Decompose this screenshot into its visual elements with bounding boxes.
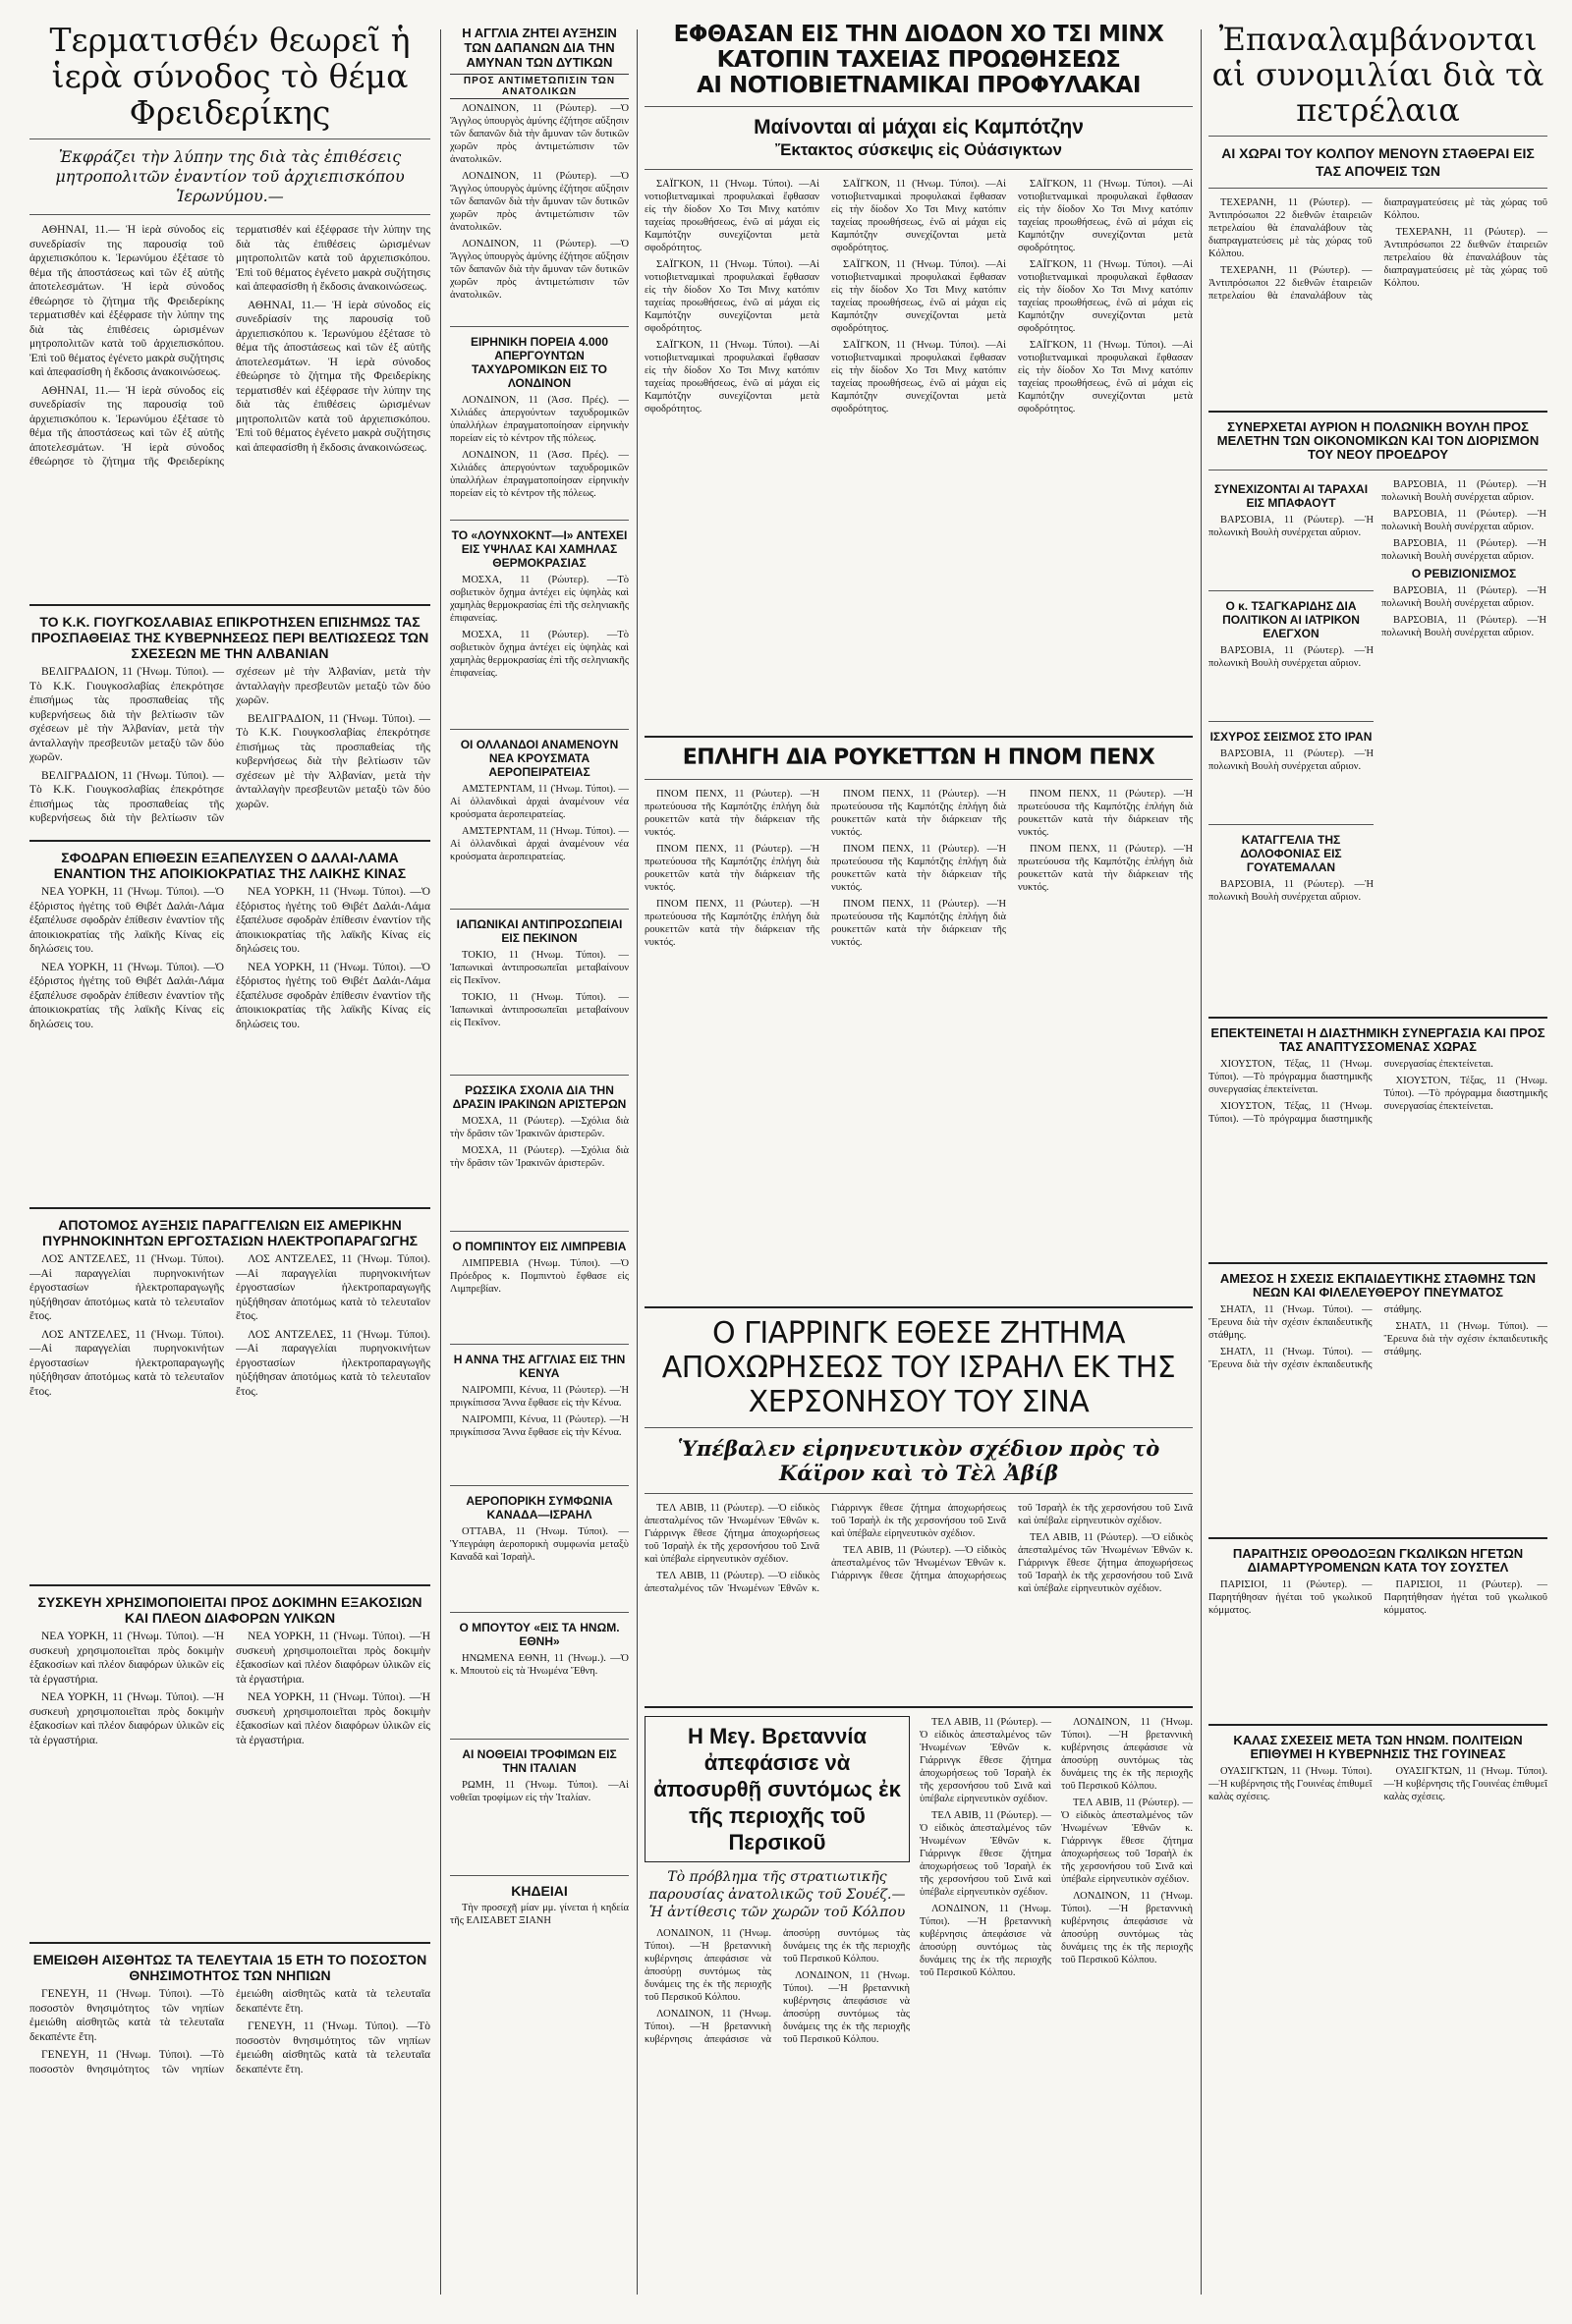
article-text: ΒΑΡΣΟΒΙΑ, 11 (Ρώυτερ). —Ἡ πολωνικὴ Βουλὴ συνέρχεται αὔριον. (1381, 479, 1546, 503)
article-body (1208, 747, 1374, 816)
article-body (450, 574, 629, 721)
article-text: ΝΕΑ ΥΟΡΚΗ, 11 (Ἡνωμ. Τύποι). —Ὁ ἐξόριστος ἡγέτης τοῦ Θιβέτ Δαλάι-Λάμα ἐξαπέλυσε σφοδρὰν ἐπίθεσιν ἐναντίον τῆς ἀποικιοκρατίας τῆς λαϊκῆς Κίνας εἰς δηλώσεις του. (29, 886, 224, 955)
article-text: ΛΟΝΔΙΝΟΝ, 11 (Ἡνωμ. Τύποι). —Ἡ βρεταννικὴ κυβέρνησις ἀπεφάσισε νὰ ἀποσύρῃ συντόμως τὰς δυνάμεις της ἐκ τῆς περιοχῆς τοῦ Περσικοῦ Κόλπου. (920, 1904, 1051, 1978)
article-text: ΒΑΡΣΟΒΙΑ, 11 (Ρώυτερ). —Ἡ πολωνικὴ Βουλὴ συνέρχεται αὔριον. (1381, 585, 1546, 609)
article-text: ΠΝΟΜ ΠΕΝΧ, 11 (Ρώυτερ). —Ἡ πρωτεύουσα τῆς Καμπότζης ἐπλήγη διὰ ρουκεττῶν κατὰ τὴν διάρκειαν τῆς νυκτός. (1018, 789, 1193, 838)
article-text: ΟΥΑΣΙΓΚΤΩΝ, 11 (Ἡνωμ. Τύποι). —Ἡ κυβέρνησις τῆς Γουινέας ἐπιθυμεῖ καλὰς σχέσεις. (1208, 1766, 1373, 1802)
article-text: ΣΑΪΓΚΟΝ, 11 (Ἡνωμ. Τύποι). —Αἱ νοτιοβιετναμικαὶ προφυλακαὶ ἔφθασαν εἰς τὴν δίοδον Χο Τσι Μινχ κατόπιν ταχείας προωθήσεως, ἐνῶ αἱ μάχαι εἰς Καμπότζην συνεχίζονται μετὰ σφοδρότητος. (831, 340, 1006, 415)
article-text: ΛΙΜΠΡΕΒΙΑ (Ἡνωμ. Τύποι). —Ὁ Πρόεδρος κ. Πομπιντοὺ ἔφθασε εἰς Λιμπρεβίαν. (450, 1258, 629, 1295)
article-text: ΒΕΛΙΓΡΑΔΙΟΝ, 11 (Ἡνωμ. Τύποι). —Τὸ Κ.Κ. Γιουγκοσλαβίας ἐπεκρότησε ἐπισήμως τὰς προσπαθείας τῆς κυβερνήσεως διὰ τὴν βελτίωσιν τῶν σχέσεων μὲ τὴν Ἀλβανίαν, μετὰ τὴν ἀνταλλαγὴν πρεσβευτῶν μεταξὺ τῶν δύο χωρῶν. (236, 712, 430, 810)
article-text: ΝΕΑ ΥΟΡΚΗ, 11 (Ἡνωμ. Τύποι). —Ὁ ἐξόριστος ἡγέτης τοῦ Θιβέτ Δαλάι-Λάμα ἐξαπέλυσε σφοδρὰν ἐπίθεσιν ἐναντίον τῆς ἀποικιοκρατίας τῆς λαϊκῆς Κίνας εἰς δηλώσεις του. (29, 961, 224, 1030)
article-text: ΝΕΑ ΥΟΡΚΗ, 11 (Ἡνωμ. Τύποι). —Ἡ συσκευὴ χρησιμοποιεῖται πρὸς δοκιμὴν ἑξακοσίων καὶ πλέον διαφόρων ὑλικῶν εἰς τὰ ἐργαστήρια. (29, 1691, 224, 1746)
article-text: ΤΕΛ ΑΒΙΒ, 11 (Ρώυτερ). —Ὁ εἰδικὸς ἀπεσταλμένος τῶν Ἡνωμένων Ἐθνῶν κ. Γιάρρινγκ ἔθεσε ζήτημα ἀποχωρήσεως τοῦ Ἰσραὴλ ἐκ τῆς χερσονήσου τοῦ Σινᾶ καὶ ὑπέβαλε εἰρηνευτικὸν σχέδιον. (920, 1810, 1051, 1898)
article-body (29, 665, 430, 832)
article-text: ΑΘΗΝΑΙ, 11.— Ἡ ἱερὰ σύνοδος εἰς συνεδρίασίν της παρουσίᾳ τοῦ ἀρχιεπισκόπου κ. Ἱερωνύμου ἐξέτασε τὸ θέμα τῆς ἀποστάσεως καὶ τῶν ἐξ αὐτῆς ἀποτελεσμάτων. Ἡ ἱερὰ σύνοδος ἐθεώρησε τὸ ζήτημα τῆς Φρειδερίκης τερματισθέν καὶ ἐξέφρασε τὴν λύπην της διὰ τὰς ἐπιθέσεις ὡρισμένων μητροπολιτῶν κατὰ τοῦ ἀρχιεπισκόπου. Ἐπὶ τοῦ θέματος ἐγένετο μακρὰ συζήτησις καὶ ἀπεφασίσθη ἡ ἔκδοσις ἀνακοινώσεως. (29, 224, 224, 378)
article-text: ΛΟΣ ΑΝΤΖΕΛΕΣ, 11 (Ἡνωμ. Τύποι). —Αἱ παραγγελίαι πυρηνοκινήτων ἐργοστασίων ἠλεκτροπαραγωγῆς ηὐξήθησαν ἀποτόμως κατὰ τὸ τελευταῖον ἔτος. (29, 1328, 224, 1398)
article-text: ΤΕΧΕΡΑΝΗ, 11 (Ρώυτερ). —Ἀντιπρόσωποι 22 διεθνῶν ἑταιρειῶν πετρελαίου θὰ ἐπαναλάβουν τὰς διαπραγματεύσεις μὲ τὰς χώρας τοῦ Κόλπου. (1383, 227, 1547, 289)
article-text: ΒΑΡΣΟΒΙΑ, 11 (Ρώυτερ). —Ἡ πολωνικὴ Βουλὴ συνέρχεται αὔριον. (1381, 538, 1546, 562)
article-text: ΣΑΪΓΚΟΝ, 11 (Ἡνωμ. Τύποι). —Αἱ νοτιοβιετναμικαὶ προφυλακαὶ ἔφθασαν εἰς τὴν δίοδον Χο Τσι Μινχ κατόπιν ταχείας προωθήσεως, ἐνῶ αἱ μάχαι εἰς Καμπότζην συνεχίζονται μετὰ σφοδρότητος. (831, 179, 1006, 253)
divider (29, 138, 430, 139)
headline-bhutto-un: Ο ΜΠΟΥΤΟΥ «ΕΙΣ ΤΑ ΗΝΩΜ. ΕΘΝΗ» (459, 1621, 620, 1648)
article-text: ΣΑΪΓΚΟΝ, 11 (Ἡνωμ. Τύποι). —Αἱ νοτιοβιετναμικαὶ προφυλακαὶ ἔφθασαν εἰς τὴν δίοδον Χο Τσι Μινχ κατόπιν ταχείας προωθήσεως, ἐνῶ αἱ μάχαι εἰς Καμπότζην συνεχίζονται μετὰ σφοδρότητος. (645, 179, 819, 253)
subhead-peace-plan: Ὑπέβαλεν εἰρηνευτικὸν σχέδιον πρὸς τὸ Κάϊρον καὶ τὸ Τὲλ Ἀβίβ (677, 1436, 1160, 1485)
article-text: ΑΜΣΤΕΡΝΤΑΜ, 11 (Ἡνωμ. Τύποι). —Αἱ ὀλλανδικαὶ ἀρχαὶ ἀναμένουν νέα κρούσματα ἀεροπειρατείας. (450, 784, 629, 820)
divider (450, 909, 629, 910)
article-text: ΗΝΩΜΕΝΑ ΕΘΝΗ, 11 (Ἡνωμ.). —Ὁ κ. Μπουτοὺ εἰς τὰ Ἡνωμένα Ἔθνη. (450, 1653, 629, 1677)
subhead-suez: Τὸ πρόβλημα τῆς στρατιωτικῆς παρουσίας ἀνατολικῶς τοῦ Σουέζ.— Ἡ ἀντίθεσις τῶν χωρῶν τοῦ Κόλπου (648, 1869, 906, 1920)
article-body (450, 1902, 629, 2020)
article-text: ΒΑΡΣΟΒΙΑ, 11 (Ρώυτερ). —Ἡ πολωνικὴ Βουλὴ συνέρχεται αὔριον. (1208, 645, 1374, 669)
headline-infant-mortality: ΕΜΕΙΩΘΗ ΑΙΣΘΗΤΩΣ ΤΑ ΤΕΛΕΥΤΑΙΑ 15 ΕΤΗ ΤΟ ΠΟΣΟΣΤΟΝ ΘΝΗΣΙΜΟΤΗΤΟΣ ΤΩΝ ΝΗΠΙΩΝ (32, 1952, 427, 1983)
divider (1208, 1537, 1547, 1539)
article-body (450, 394, 629, 512)
article-text: ΣΑΪΓΚΟΝ, 11 (Ἡνωμ. Τύποι). —Αἱ νοτιοβιετναμικαὶ προφυλακαὶ ἔφθασαν εἰς τὴν δίοδον Χο Τσι Μινχ κατόπιν ταχείας προωθήσεως, ἐνῶ αἱ μάχαι εἰς Καμπότζην συνεχίζονται μετὰ σφοδρότητος. (1018, 340, 1193, 415)
divider (645, 1427, 1193, 1428)
divider (450, 729, 629, 730)
article-text: ΤΟΚΙΟ, 11 (Ἡνωμ. Τύποι). —Ἰαπωνικαὶ ἀντιπροσωπεῖαι μεταβαίνουν εἰς Πεκῖνον. (450, 950, 629, 986)
article-text: ΤΕΧΕΡΑΝΗ, 11 (Ρώυτερ). —Ἀντιπρόσωποι 22 διεθνῶν ἑταιρειῶν πετρελαίου θὰ ἐπαναλάβουν τὰς διαπραγματεύσεις μὲ τὰς χώρας τοῦ Κόλπου. (1208, 197, 1547, 302)
article-text: ΒΑΡΣΟΒΙΑ, 11 (Ρώυτερ). —Ἡ πολωνικὴ Βουλὴ συνέρχεται αὔριον. (1381, 615, 1546, 638)
headline-space-cooperation: ΕΠΕΚΤΕΙΝΕΤΑΙ Η ΔΙΑΣΤΗΜΙΚΗ ΣΥΝΕΡΓΑΣΙΑ ΚΑΙ ΠΡΟΣ ΤΑΣ ΑΝΑΠΤΥΣΣΟΜΕΝΑΣ ΧΩΡΑΣ (1210, 1025, 1545, 1054)
article-text: ΠΝΟΜ ΠΕΝΧ, 11 (Ρώυτερ). —Ἡ πρωτεύουσα τῆς Καμπότζης ἐπλήγη διὰ ρουκεττῶν κατὰ τὴν διάρκειαν τῆς νυκτός. (645, 899, 819, 948)
divider (29, 604, 430, 606)
article-text: ΛΟΝΔΙΝΟΝ, 11 (Ἀσσ. Πρές). —Χιλιάδες ἀπεργούντων ταχυδρομικῶν ὑπαλλήλων ἐπραγματοποίησαν εἰρηνικὴν πορείαν εἰς τὸ κέντρον τῆς πόλεως. (450, 450, 629, 499)
article-body (29, 223, 430, 596)
divider (450, 520, 629, 521)
article-text: ΠΝΟΜ ΠΕΝΧ, 11 (Ρώυτερ). —Ἡ πρωτεύουσα τῆς Καμπότζης ἐπλήγη διὰ ρουκεττῶν κατὰ τὴν διάρκειαν τῆς νυκτός. (1018, 844, 1193, 893)
article-text: ΛΟΣ ΑΝΤΖΕΛΕΣ, 11 (Ἡνωμ. Τύποι). —Αἱ παραγγελίαι πυρηνοκινήτων ἐργοστασίων ἠλεκτροπαραγωγῆς ηὐξήθησαν ἀποτόμως κατὰ τὸ τελευταῖον ἔτος. (29, 1253, 224, 1322)
article-text: ΛΟΝΔΙΝΟΝ, 11 (Ρώυτερ). —Ὁ Ἄγγλος ὑπουργὸς ἀμύνης ἐζήτησε αὔξησιν τῶν δαπανῶν διὰ τὴν ἄμυναν τῶν δυτικῶν χωρῶν πρὸς ἀντιμετώπισιν τῶν ἀνατολικῶν. (450, 171, 629, 233)
divider (29, 1584, 430, 1586)
article-text: ΣΗΑΤΛ, 11 (Ἡνωμ. Τύποι). —Ἔρευνα διὰ τὴν σχέσιν ἐκπαιδευτικῆς στάθμης. (1383, 1321, 1547, 1357)
article-text: ΑΘΗΝΑΙ, 11.— Ἡ ἱερὰ σύνοδος εἰς συνεδρίασίν της παρουσίᾳ τοῦ ἀρχιεπισκόπου κ. Ἱερωνύμου ἐξέτασε τὸ θέμα τῆς ἀποστάσεως καὶ τῶν ἐξ αὐτῆς ἀποτελεσμάτων. Ἡ ἱερὰ σύνοδος ἐθεώρησε τὸ ζήτημα τῆς Φρειδερίκης τερματισθέν καὶ ἐξέφρασε τὴν λύπην της διὰ τὰς ἐπιθέσεις ὡρισμένων μητροπολιτῶν κατὰ τοῦ ἀρχιεπισκόπου. Ἐπὶ τοῦ θέματος ἐγένετο μακρὰ συζήτησις καὶ ἀπεφασίσθη ἡ ἔκδοσις ἀνακοινώσεως. (29, 224, 430, 468)
column-rule (440, 29, 441, 2295)
article-text: ΣΑΪΓΚΟΝ, 11 (Ἡνωμ. Τύποι). —Αἱ νοτιοβιετναμικαὶ προφυλακαὶ ἔφθασαν εἰς τὴν δίοδον Χο Τσι Μινχ κατόπιν ταχείας προωθήσεως, ἐνῶ αἱ μάχαι εἰς Καμπότζην συνεχίζονται μετὰ σφοδρότητος. (1018, 179, 1193, 253)
article-text: ΑΘΗΝΑΙ, 11.— Ἡ ἱερὰ σύνοδος εἰς συνεδρίασίν της παρουσίᾳ τοῦ ἀρχιεπισκόπου κ. Ἱερωνύμου ἐξέτασε τὸ θέμα τῆς ἀποστάσεως καὶ τῶν ἐξ αὐτῆς ἀποτελεσμάτων. Ἡ ἱερὰ σύνοδος ἐθεώρησε τὸ ζήτημα τῆς Φρειδερίκης τερματισθέν καὶ ἐξέφρασε τὴν λύπην της διὰ τὰς ἐπιθέσεις ὡρισμένων μητροπολιτῶν κατὰ τοῦ ἀρχιεπισκόπου. Ἐπὶ τοῦ θέματος ἐγένετο μακρὰ συζήτησις καὶ ἀπεφασίσθη ἡ ἔκδοσις ἀνακοινώσεως. (236, 299, 430, 454)
headline-postal-strike: ΕΙΡΗΝΙΚΗ ΠΟΡΕΙΑ 4.000 ΑΠΕΡΓΟΥΝΤΩΝ ΤΑΧΥΔΡΟΜΙΚΩΝ ΕΙΣ ΤΟ ΛΟΝΔΙΝΟΝ (470, 335, 609, 390)
article-text: ΣΑΪΓΚΟΝ, 11 (Ἡνωμ. Τύποι). —Αἱ νοτιοβιετναμικαὶ προφυλακαὶ ἔφθασαν εἰς τὴν δίοδον Χο Τσι Μινχ κατόπιν ταχείας προωθήσεως, ἐνῶ αἱ μάχαι εἰς Καμπότζην συνεχίζονται μετὰ σφοδρότητος. (645, 340, 819, 415)
subhead-washington: Ἔκτακτος σύσκεψις εἰς Οὐάσιγκτων (775, 140, 1062, 159)
divider (645, 1306, 1193, 1308)
article-body (920, 1716, 1193, 2148)
article-body (1381, 478, 1546, 1009)
article-text: ΠΑΡΙΣΙΟΙ, 11 (Ρώυτερ). —Παρητήθησαν ἡγέται τοῦ γκωλικοῦ κόμματος. (1383, 1579, 1547, 1616)
headline-anne-kenya: Η ΑΝΝΑ ΤΗΣ ΑΓΓΛΙΑΣ ΕΙΣ ΤΗΝ ΚΕΝΥΑ (453, 1353, 626, 1380)
divider (1208, 1262, 1547, 1264)
headline-britain-persian-gulf-box (645, 1716, 910, 1862)
article-text: ΛΟΝΔΙΝΟΝ, 11 (Ἡνωμ. Τύποι). —Ἡ βρεταννικὴ κυβέρνησις ἀπεφάσισε νὰ ἀποσύρῃ συντόμως τὰς δυνάμεις της ἐκ τῆς περιοχῆς τοῦ Περσικοῦ Κόλπου. (645, 1928, 771, 2003)
article-text: ΝΕΑ ΥΟΡΚΗ, 11 (Ἡνωμ. Τύποι). —Ἡ συσκευὴ χρησιμοποιεῖται πρὸς δοκιμὴν ἑξακοσίων καὶ πλέον διαφόρων ὑλικῶν εἰς τὰ ἐργαστήρια. (236, 1691, 430, 1746)
article-body (1208, 1578, 1547, 1716)
divider (29, 840, 430, 842)
headline-guatemala: ΚΑΤΑΓΓΕΛΙΑ ΤΗΣ ΔΟΛΟΦΟΝΙΑΣ ΕΙΣ ΓΟΥΑΤΕΜΑΛΑΝ (1240, 833, 1342, 874)
headline-guinea-us: ΚΑΛΑΣ ΣΧΕΣΕΙΣ ΜΕΤΑ ΤΩΝ ΗΝΩΜ. ΠΟΛΙΤΕΙΩΝ ΕΠΙΘΥΜΕΙ Η ΚΥΒΕΡΝΗΣΙΣ ΤΗΣ ΓΟΥΙΝΕΑΣ (1233, 1733, 1523, 1761)
article-text: ΤΕΛ ΑΒΙΒ, 11 (Ρώυτερ). —Ὁ εἰδικὸς ἀπεσταλμένος τῶν Ἡνωμένων Ἐθνῶν κ. Γιάρρινγκ ἔθεσε ζήτημα ἀποχωρήσεως τοῦ Ἰσραὴλ ἐκ τῆς χερσονήσου τοῦ Σινᾶ καὶ ὑπέβαλε εἰρηνευτικὸν σχέδιον. (920, 1717, 1051, 1804)
article-body (450, 1115, 629, 1223)
divider (1208, 136, 1547, 137)
article-text: ΜΟΣΧΑ, 11 (Ρώυτερ). —Τὸ σοβιετικὸν ὄχημα ἀντέχει εἰς ὑψηλὰς καὶ χαμηλὰς θερμοκρασίας ἐπὶ τῆς σεληνιακῆς ἐπιφανείας. (450, 575, 629, 624)
divider (450, 1344, 629, 1345)
divider (645, 1493, 1193, 1494)
article-text: ΣΑΪΓΚΟΝ, 11 (Ἡνωμ. Τύποι). —Αἱ νοτιοβιετναμικαὶ προφυλακαὶ ἔφθασαν εἰς τὴν δίοδον Χο Τσι Μινχ κατόπιν ταχείας προωθήσεως, ἐνῶ αἱ μάχαι εἰς Καμπότζην συνεχίζονται μετὰ σφοδρότητος. (1018, 259, 1193, 334)
article-text: ΤΟΚΙΟ, 11 (Ἡνωμ. Τύποι). —Ἰαπωνικαὶ ἀντιπροσωπεῖαι μεταβαίνουν εἰς Πεκῖνον. (450, 992, 629, 1028)
headline-polish-parliament: ΣΥΝΕΡΧΕΤΑΙ ΑΥΡΙΟΝ Η ΠΟΛΩΝΙΚΗ ΒΟΥΛΗ ΠΡΟΣ ΜΕΛΕΤΗΝ ΤΩΝ ΟΙΚΟΝΟΜΙΚΩΝ ΚΑΙ ΤΟΝ ΔΙΟΡΙΣΜΟΝ ΤΟΥ ΝΕΟΥ ΠΡΟΕΔΡΟΥ (1216, 419, 1540, 462)
article-body (1208, 878, 1374, 967)
headline-japan-peking: ΙΑΠΩΝΙΚΑΙ ΑΝΤΙΠΡΟΣΩΠΕΙΑΙ ΕΙΣ ΠΕΚΙΝΟΝ (456, 917, 623, 945)
article-text: ΛΟΝΔΙΝΟΝ, 11 (Ἡνωμ. Τύποι). —Ἡ βρεταννικὴ κυβέρνησις ἀπεφάσισε νὰ ἀποσύρῃ συντόμως τὰς δυνάμεις της ἐκ τῆς περιοχῆς τοῦ Περσικοῦ Κόλπου. (1061, 1717, 1193, 1792)
article-text: ΛΟΝΔΙΝΟΝ, 11 (Ρώυτερ). —Ὁ Ἄγγλος ὑπουργὸς ἀμύνης ἐζήτησε αὔξησιν τῶν δαπανῶν διὰ τὴν ἄμυναν τῶν δυτικῶν χωρῶν πρὸς ἀντιμετώπισιν τῶν ἀνατολικῶν. (450, 103, 629, 165)
headline-phnom-penh: ΕΠΛΗΓΗ ΔΙΑ ΡΟΥΚΕΤΤΩΝ Η ΠΝΟΜ ΠΕΝΧ (682, 746, 1155, 770)
article-text: ΒΑΡΣΟΒΙΑ, 11 (Ρώυτερ). —Ἡ πολωνικὴ Βουλὴ συνέρχεται αὔριον. (1208, 879, 1374, 903)
divider (1208, 590, 1374, 591)
article-text: ΠΝΟΜ ΠΕΝΧ, 11 (Ρώυτερ). —Ἡ πρωτεύουσα τῆς Καμπότζης ἐπλήγη διὰ ρουκεττῶν κατὰ τὴν διάρκειαν τῆς νυκτός. (831, 844, 1006, 893)
divider (450, 1612, 629, 1613)
article-body (645, 1927, 910, 2094)
article-text: ΒΑΡΣΟΒΙΑ, 11 (Ρώυτερ). —Ἡ πολωνικὴ Βουλὴ συνέρχεται αὔριον. (1381, 509, 1546, 532)
divider (645, 169, 1193, 170)
article-text: ΤΕΧΕΡΑΝΗ, 11 (Ρώυτερ). —Ἀντιπρόσωποι 22 διεθνῶν ἑταιρειῶν πετρελαίου θὰ ἐπαναλάβουν τὰς διαπραγματεύσεις μὲ τὰς χώρας τοῦ Κόλπου. (1208, 197, 1373, 259)
article-text: ΜΟΣΧΑ, 11 (Ρώυτερ). —Τὸ σοβιετικὸν ὄχημα ἀντέχει εἰς ὑψηλὰς καὶ χαμηλὰς θερμοκρασίας ἐπὶ τῆς σεληνιακῆς ἐπιφανείας. (450, 630, 629, 679)
headline-yugoslavia: ΤΟ Κ.Κ. ΓΙΟΥΓΚΟΣΛΑΒΙΑΣ ΕΠΙΚΡΟΤΗΣΕΝ ΕΠΙΣΗΜΩΣ ΤΑΣ ΠΡΟΣΠΑΘΕΙΑΣ ΤΗΣ ΚΥΒΕΡΝΗΣΕΩΣ ΠΕΡΙ ΒΕΛΤΙΩΣΕΩΣ ΤΩΝ ΣΧΕΣΕΩΝ ΜΕ ΤΗΝ ΑΛΒΑΝΙΑΝ (30, 614, 429, 661)
article-text: ΛΟΝΔΙΝΟΝ, 11 (Ἀσσ. Πρές). —Χιλιάδες ἀπεργούντων ταχυδρομικῶν ὑπαλλήλων ἐπραγματοποίησαν εἰρηνικὴν πορείαν εἰς τὸ κέντρον τῆς πόλεως. (450, 395, 629, 444)
article-text: ΠΑΡΙΣΙΟΙ, 11 (Ρώυτερ). —Παρητήθησαν ἡγέται τοῦ γκωλικοῦ κόμματος. (1208, 1579, 1373, 1616)
article-text: ΣΗΑΤΛ, 11 (Ἡνωμ. Τύποι). —Ἔρευνα διὰ τὴν σχέσιν ἐκπαιδευτικῆς στάθμης. (1208, 1304, 1422, 1370)
article-text: ΟΤΤΑΒΑ, 11 (Ἡνωμ. Τύποι). —Ὑπεγράφη ἀεροπορικὴ συμφωνία μεταξὺ Καναδᾶ καὶ Ἰσραὴλ. (450, 1526, 629, 1563)
article-text: ΝΑΙΡΟΜΠΙ, Κένυα, 11 (Ρώυτερ). —Ἡ πριγκίπισσα Ἄννα ἔφθασε εἰς τὴν Κένυα. (450, 1414, 629, 1438)
headline-tsagkaridis: Ο κ. ΤΣΑΓΚΑΡΙΔΗΣ ΔΙΑ ΠΟΛΙΤΙΚΟΝ ΑΙ ΙΑΤΡΙΚΟΝ ΕΛΕΓΧΟΝ (1222, 599, 1360, 640)
divider (450, 1231, 629, 1232)
article-body (1208, 1058, 1547, 1254)
divider (1208, 1017, 1547, 1019)
article-body (645, 178, 1193, 728)
divider (450, 1875, 629, 1876)
article-body (1208, 514, 1374, 582)
article-text: ΣΗΑΤΛ, 11 (Ἡνωμ. Τύποι). —Ἔρευνα διὰ τὴν σχέσιν ἐκπαιδευτικῆς στάθμης. (1208, 1304, 1373, 1341)
article-text: ΧΙΟΥΣΤΟΝ, Τέξας, 11 (Ἡνωμ. Τύποι). —Τὸ πρόγραμμα διαστημικῆς συνεργασίας ἐπεκτείνεται. (1208, 1059, 1373, 1095)
article-text: ΛΟΝΔΙΝΟΝ, 11 (Ἡνωμ. Τύποι). —Ἡ βρεταννικὴ κυβέρνησις ἀπεφάσισε νὰ ἀποσύρῃ συντόμως τὰς δυνάμεις της ἐκ τῆς περιοχῆς τοῦ Περσικοῦ Κόλπου. (783, 1970, 910, 2045)
divider (29, 1207, 430, 1209)
article-text: ΛΟΝΔΙΝΟΝ, 11 (Ἡνωμ. Τύποι). —Ἡ βρεταννικὴ κυβέρνησις ἀπεφάσισε νὰ ἀποσύρῃ συντόμως τὰς δυνάμεις της ἐκ τῆς περιοχῆς τοῦ Περσικοῦ Κόλπου. (1061, 1891, 1193, 1965)
article-text: ΝΕΑ ΥΟΡΚΗ, 11 (Ἡνωμ. Τύποι). —Ἡ συσκευὴ χρησιμοποιεῖται πρὸς δοκιμὴν ἑξακοσίων καὶ πλέον διαφόρων ὑλικῶν εἰς τὰ ἐργαστήρια. (29, 1631, 224, 1686)
article-body (450, 783, 629, 901)
headline-gaullist-resignation: ΠΑΡΑΙΤΗΣΙΣ ΟΡΘΟΔΟΞΩΝ ΓΚΩΛΙΚΩΝ ΗΓΕΤΩΝ ΔΙΑΜΑΡΤΥΡΟΜΕΝΩΝ ΚΑΤΑ ΤΟΥ ΣΟΥΣΤΕΛ (1232, 1546, 1524, 1575)
headline-svn-outposts: ΑΙ ΝΟΤΙΟΒΙΕΤΝΑΜΙΚΑΙ ΠΡΟΦΥΛΑΚΑΙ (697, 73, 1141, 98)
column-rule (1201, 29, 1202, 2295)
article-text: ΠΝΟΜ ΠΕΝΧ, 11 (Ρώυτερ). —Ἡ πρωτεύουσα τῆς Καμπότζης ἐπλήγη διὰ ρουκεττῶν κατὰ τὴν διάρκειαν τῆς νυκτός. (645, 844, 819, 893)
article-body (1208, 196, 1547, 403)
divider (645, 779, 1193, 780)
headline-oil-talks: Ἐπαναλαμβάνονται αἱ συνομιλίαι διὰ τὰ πετρέλαια (1211, 22, 1544, 129)
article-text: ΤΕΛ ΑΒΙΒ, 11 (Ρώυτερ). —Ὁ εἰδικὸς ἀπεσταλμένος τῶν Ἡνωμένων Ἐθνῶν κ. Γιάρρινγκ ἔθεσε ζήτημα ἀποχωρήσεως τοῦ Ἰσραὴλ ἐκ τῆς χερσονήσου τοῦ Σινᾶ καὶ ὑπέβαλε εἰρηνευτικὸν σχέδιον. (645, 1503, 819, 1565)
article-text: ΝΕΑ ΥΟΡΚΗ, 11 (Ἡνωμ. Τύποι). —Ὁ ἐξόριστος ἡγέτης τοῦ Θιβέτ Δαλάι-Λάμα ἐξαπέλυσε σφοδρὰν ἐπίθεσιν ἐναντίον τῆς ἀποικιοκρατίας τῆς λαϊκῆς Κίνας εἰς δηλώσεις του. (236, 886, 430, 955)
headline-frederica: Τερματισθέν θεωρεῖ ἡ ἱερὰ σύνοδος τὸ θέμα Φρειδερίκης (49, 22, 411, 132)
headline-revisionism: Ο ΡΕΒΙΖΙΟΝΙΣΜΟΣ (1411, 567, 1517, 581)
headline-food-italy: ΑΙ ΝΟΘΕΙΑΙ ΤΡΟΦΙΜΩΝ ΕΙΣ ΤΗΝ ΙΤΑΛΙΑΝ (462, 1747, 617, 1775)
divider (645, 736, 1193, 738)
headline-lunokhod: ΤΟ «ΛΟΥΝΧΟΚΝΤ—Ι» ΑΝΤΕΧΕΙ ΕΙΣ ΥΨΗΛΑΣ ΚΑΙ ΧΑΜΗΛΑΣ ΘΕΡΜΟΚΡΑΣΙΑΣ (451, 528, 628, 570)
headline-pompidou: Ο ΠΟΜΠΙΝΤΟΥ ΕΙΣ ΛΙΜΠΡΕΒΙΑ (452, 1240, 627, 1253)
divider (645, 106, 1193, 107)
article-text: ΒΕΛΙΓΡΑΔΙΟΝ, 11 (Ἡνωμ. Τύποι). —Τὸ Κ.Κ. Γιουγκοσλαβίας ἐπεκρότησε ἐπισήμως τὰς προσπαθείας τῆς κυβερνήσεως διὰ τὴν βελτίωσιν τῶν σχέσεων μὲ τὴν Ἀλβανίαν, μετὰ τὴν ἀνταλλαγὴν πρεσβευτῶν μεταξὺ τῶν δύο χωρῶν. (29, 666, 430, 824)
subhead-cambodia: Μαίνονται αἱ μάχαι εἰς Καμπότζην (754, 116, 1084, 138)
article-text: ΠΝΟΜ ΠΕΝΧ, 11 (Ρώυτερ). —Ἡ πρωτεύουσα τῆς Καμπότζης ἐπλήγη διὰ ρουκεττῶν κατὰ τὴν διάρκειαν τῆς νυκτός. (831, 899, 1006, 948)
article-body (29, 1630, 430, 1934)
article-body (1208, 1765, 1547, 1883)
article-text: ΓΕΝΕΥΗ, 11 (Ἡνωμ. Τύποι). —Τὸ ποσοστὸν θνησιμότητος τῶν νηπίων ἐμειώθη αἰσθητῶς κατὰ τὰ τελευταῖα δεκαπέντε ἔτη. (236, 2020, 430, 2075)
article-text: ΛΟΣ ΑΝΤΖΕΛΕΣ, 11 (Ἡνωμ. Τύποι). —Αἱ παραγγελίαι πυρηνοκινήτων ἐργοστασίων ἠλεκτροπαραγωγῆς ηὐξήθησαν ἀποτόμως κατὰ τὸ τελευταῖον ἔτος. (236, 1253, 430, 1322)
article-text: ΡΩΜΗ, 11 (Ἡνωμ. Τύποι). —Αἱ νοθεῖαι τροφίμων εἰς τὴν Ἰταλίαν. (450, 1780, 629, 1803)
divider (450, 1485, 629, 1486)
divider (1208, 824, 1374, 825)
article-body (450, 1257, 629, 1336)
headline-canada-israel: ΑΕΡΟΠΟΡΙΚΗ ΣΥΜΦΩΝΙΑ ΚΑΝΑΔΑ—ΙΣΡΑΗΛ (466, 1494, 613, 1522)
column-4 (1208, 22, 1547, 2304)
divider (1208, 721, 1374, 722)
headline-iraq-left: ΡΩΣΣΙΚΑ ΣΧΟΛΙΑ ΔΙΑ ΤΗΝ ΔΡΑΣΙΝ ΙΡΑΚΙΝΩΝ ΑΡΙΣΤΕΡΩΝ (452, 1083, 627, 1111)
headline-iran-quake: ΙΣΧΥΡΟΣ ΣΕΙΣΜΟΣ ΣΤΟ ΙΡΑΝ (1209, 730, 1373, 744)
article-text: ΓΕΝΕΥΗ, 11 (Ἡνωμ. Τύποι). —Τὸ ποσοστὸν θνησιμότητος τῶν νηπίων ἐμειώθη αἰσθητῶς κατὰ τὰ τελευταῖα δεκαπέντε ἔτη. (29, 1988, 224, 2043)
article-body (645, 788, 1193, 1299)
article-body (450, 1525, 629, 1604)
article-text: ΟΥΑΣΙΓΚΤΩΝ, 11 (Ἡνωμ. Τύποι). —Ἡ κυβέρνησις τῆς Γουινέας ἐπιθυμεῖ καλὰς σχέσεις. (1383, 1766, 1547, 1802)
article-body (450, 1779, 629, 1867)
divider (450, 1075, 629, 1076)
headline-rapid-advance: ΚΑΤΟΠΙΝ ΤΑΧΕΙΑΣ ΠΡΟΩΘΗΣΕΩΣ (716, 47, 1121, 73)
article-text: ΜΟΣΧΑ, 11 (Ρώυτερ). —Σχόλια διὰ τὴν δρᾶσιν τῶν Ἰρακινῶν ἀριστερῶν. (450, 1145, 629, 1169)
headline-nuclear-plants: ΑΠΟΤΟΜΟΣ ΑΥΞΗΣΙΣ ΠΑΡΑΓΓΕΛΙΩΝ ΕΙΣ ΑΜΕΡΙΚΗΝ ΠΥΡΗΝΟΚΙΝΗΤΩΝ ΕΡΓΟΣΤΑΣΙΩΝ ΗΛΕΚΤΡΟΠΑΡΑΓΩΓΗΣ (41, 1217, 419, 1248)
article-text: ΒΕΛΙΓΡΑΔΙΟΝ, 11 (Ἡνωμ. Τύποι). —Τὸ Κ.Κ. Γιουγκοσλαβίας ἐπεκρότησε ἐπισήμως τὰς προσπαθείας τῆς κυβερνήσεως διὰ τὴν βελτίωσιν τῶν σχέσεων μὲ τὴν Ἀλβανίαν, μετὰ τὴν ἀνταλλαγὴν πρεσβευτῶν μεταξὺ τῶν δύο χωρῶν. (29, 666, 224, 763)
headline-unrest: ΣΥΝΕΧΙΖΟΝΤΑΙ ΑΙ ΤΑΡΑΧΑΙ ΕΙΣ ΜΠΑΦΑΟΥΤ (1213, 482, 1369, 510)
article-text: ΣΑΪΓΚΟΝ, 11 (Ἡνωμ. Τύποι). —Αἱ νοτιοβιετναμικαὶ προφυλακαὶ ἔφθασαν εἰς τὴν δίοδον Χο Τσι Μινχ κατόπιν ταχείας προωθήσεως, ἐνῶ αἱ μάχαι εἰς Καμπότζην συνεχίζονται μετὰ σφοδρότητος. (831, 259, 1006, 334)
article-text: ΧΙΟΥΣΤΟΝ, Τέξας, 11 (Ἡνωμ. Τύποι). —Τὸ πρόγραμμα διαστημικῆς συνεργασίας ἐπεκτείνεται. (1383, 1076, 1547, 1112)
divider (450, 1739, 629, 1740)
column-1 (29, 22, 430, 2304)
article-text: ΤΕΛ ΑΒΙΒ, 11 (Ρώυτερ). —Ὁ εἰδικὸς ἀπεσταλμένος τῶν Ἡνωμένων Ἐθνῶν κ. Γιάρρινγκ ἔθεσε ζήτημα ἀποχωρήσεως τοῦ Ἰσραὴλ ἐκ τῆς χερσονήσου τοῦ Σινᾶ καὶ ὑπέβαλε εἰρηνευτικὸν σχέδιον. (1018, 1532, 1193, 1594)
article-text: ΤΕΛ ΑΒΙΒ, 11 (Ρώυτερ). —Ὁ εἰδικὸς ἀπεσταλμένος τῶν Ἡνωμένων Ἐθνῶν κ. Γιάρρινγκ ἔθεσε ζήτημα ἀποχωρήσεως τοῦ Ἰσραὴλ ἐκ τῆς χερσονήσου τοῦ Σινᾶ καὶ ὑπέβαλε εἰρηνευτικὸν σχέδιον. (1061, 1798, 1193, 1885)
headline-education-liberal: ΑΜΕΣΟΣ Η ΣΧΕΣΙΣ ΕΚΠΑΙΔΕΥΤΙΚΗΣ ΣΤΑΘΜΗΣ ΤΩΝ ΝΕΩΝ ΚΑΙ ΦΙΛΕΛΕΥΘΕΡΟΥ ΠΝΕΥΜΑΤΟΣ (1219, 1271, 1537, 1300)
article-body (29, 1252, 430, 1577)
headline-funerals: ΚΗΔΕΙΑΙ (511, 1883, 568, 1899)
article-text: ΣΑΪΓΚΟΝ, 11 (Ἡνωμ. Τύποι). —Αἱ νοτιοβιετναμικαὶ προφυλακαὶ ἔφθασαν εἰς τὴν δίοδον Χο Τσι Μινχ κατόπιν ταχείας προωθήσεως, ἐνῶ αἱ μάχαι εἰς Καμπότζην συνεχίζονται μετὰ σφοδρότητος. (645, 259, 819, 334)
column-2 (450, 22, 629, 2304)
article-text: ΛΟΣ ΑΝΤΖΕΛΕΣ, 11 (Ἡνωμ. Τύποι). —Αἱ παραγγελίαι πυρηνοκινήτων ἐργοστασίων ἠλεκτροπαραγωγῆς ηὐξήθησαν ἀποτόμως κατὰ τὸ τελευταῖον ἔτος. (236, 1328, 430, 1398)
article-text: ΤΕΛ ΑΒΙΒ, 11 (Ρώυτερ). —Ὁ εἰδικὸς ἀπεσταλμένος τῶν Ἡνωμένων Ἐθνῶν κ. Γιάρρινγκ ἔθεσε ζήτημα ἀποχωρήσεως τοῦ Ἰσραὴλ ἐκ τῆς χερσονήσου τοῦ Σινᾶ καὶ ὑπέβαλε εἰρηνευτικὸν σχέδιον. (645, 1503, 1006, 1594)
headline-uk-defence: Η ΑΓΓΛΙΑ ΖΗΤΕΙ ΑΥΞΗΣΙΝ ΤΩΝ ΔΑΠΑΝΩΝ ΔΙΑ ΤΗΝ ΑΜΥΝΑΝ ΤΩΝ ΔΥΤΙΚΩΝ (462, 26, 617, 70)
article-body (645, 1502, 1193, 1698)
subhead-gulf-countries: ΑΙ ΧΩΡΑΙ ΤΟΥ ΚΟΛΠΟΥ ΜΕΝΟΥΝ ΣΤΑΘΕΡΑΙ ΕΙΣ ΤΑΣ ΑΠΟΨΕΙΣ ΤΩΝ (1221, 145, 1535, 179)
article-text: ΝΕΑ ΥΟΡΚΗ, 11 (Ἡνωμ. Τύποι). —Ὁ ἐξόριστος ἡγέτης τοῦ Θιβέτ Δαλάι-Λάμα ἐξαπέλυσε σφοδρὰν ἐπίθεσιν ἐναντίον τῆς ἀποικιοκρατίας τῆς λαϊκῆς Κίνας εἰς δηλώσεις του. (236, 961, 430, 1030)
article-body (29, 885, 430, 1199)
article-text: ΒΑΡΣΟΒΙΑ, 11 (Ρώυτερ). —Ἡ πολωνικὴ Βουλὴ συνέρχεται αὔριον. (1208, 515, 1374, 538)
article-text: ΑΜΣΤΕΡΝΤΑΜ, 11 (Ἡνωμ. Τύποι). —Αἱ ὀλλανδικαὶ ἀρχαὶ ἀναμένουν νέα κρούσματα ἀεροπειρατείας. (450, 826, 629, 862)
article-text: ΠΝΟΜ ΠΕΝΧ, 11 (Ρώυτερ). —Ἡ πρωτεύουσα τῆς Καμπότζης ἐπλήγη διὰ ρουκεττῶν κατὰ τὴν διάρκειαν τῆς νυκτός. (645, 789, 819, 838)
article-body (450, 102, 629, 318)
article-text: ΠΝΟΜ ΠΕΝΧ, 11 (Ρώυτερ). —Ἡ πρωτεύουσα τῆς Καμπότζης ἐπλήγη διὰ ρουκεττῶν κατὰ τὴν διάρκειαν τῆς νυκτός. (831, 789, 1006, 838)
column-rule (637, 29, 638, 2295)
divider (1208, 411, 1547, 413)
divider (1208, 188, 1547, 189)
article-text: ΒΑΡΣΟΒΙΑ, 11 (Ρώυτερ). —Ἡ πολωνικὴ Βουλὴ συνέρχεται αὔριον. (1208, 748, 1374, 772)
article-text: ΜΟΣΧΑ, 11 (Ρώυτερ). —Σχόλια διὰ τὴν δρᾶσιν τῶν Ἰρακινῶν ἀριστερῶν. (450, 1116, 629, 1139)
article-body (29, 1987, 430, 2233)
headline-jarring-sinai: Ο ΓΙΑΡΡΙΝΓΚ ΕΘΕΣΕ ΖΗΤΗΜΑ ΑΠΟΧΩΡΗΣΕΩΣ ΤΟΥ ΙΣΡΑΗΛ ΕΚ ΤΗΣ ΧΕΡΣΟΝΗΣΟΥ ΤΟΥ ΣΙΝΑ (661, 1316, 1176, 1419)
article-body (450, 949, 629, 1067)
subhead-frederica: Ἐκφράζει τὴν λύπην της διὰ τὰς ἐπιθέσεις μητροπολιτῶν ἐναντίον τοῦ ἀρχιεπισκόπου Ἱερωνύμου.— (55, 147, 405, 205)
headline-ho-chi-minh: ΕΦΘΑΣΑΝ ΕΙΣ ΤΗΝ ΔΙΟΔΟΝ ΧΟ ΤΣΙ ΜΙΝΧ (673, 22, 1164, 47)
article-text: ΓΕΝΕΥΗ, 11 (Ἡνωμ. Τύποι). —Τὸ ποσοστὸν θνησιμότητος τῶν νηπίων ἐμειώθη αἰσθητῶς κατὰ τὰ τελευταῖα δεκαπέντε ἔτη. (29, 1988, 430, 2075)
headline-dalai-lama: ΣΦΟΔΡΑΝ ΕΠΙΘΕΣΙΝ ΕΞΑΠΕΛΥΣΕΝ Ο ΔΑΛΑΙ-ΛΑΜΑ ΕΝΑΝΤΙΟΝ ΤΗΣ ΑΠΟΙΚΙΟΚΡΑΤΙΑΣ ΤΗΣ ΛΑΙΚΗΣ ΚΙΝΑΣ (53, 850, 407, 881)
headline-hijacking: ΟΙ ΟΛΛΑΝΔΟΙ ΑΝΑΜΕΝΟΥΝ ΝΕΑ ΚΡΟΥΣΜΑΤΑ ΑΕΡΟΠΕΙΡΑΤΕΙΑΣ (460, 738, 619, 779)
article-body (1208, 644, 1374, 713)
article-text: Τὴν προσεχῆ μίαν μμ. γίνεται ἡ κηδεία τῆς ΕΛΙΣΑΒΕΤ ΞΙΑΝΗ (450, 1903, 629, 1926)
article-text: ΤΕΛ ΑΒΙΒ, 11 (Ρώυτερ). —Ὁ εἰδικὸς ἀπεσταλμένος τῶν Ἡνωμένων Ἐθνῶν κ. Γιάρρινγκ ἔθεσε ζήτημα ἀποχωρήσεως τοῦ Ἰσραὴλ ἐκ τῆς χερσονήσου τοῦ Σινᾶ καὶ ὑπέβαλε εἰρηνευτικὸν σχέδιον. (831, 1503, 1193, 1581)
article-body (450, 1652, 629, 1731)
headline-britain-persian-gulf: Η Μεγ. Βρεταννία ἀπεφάσισε νὰ ἀποσυρθῇ συντόμως ἐκ τῆς περιοχῆς τοῦ Περσικοῦ (653, 1724, 901, 1854)
article-text: ΛΟΝΔΙΝΟΝ, 11 (Ἡνωμ. Τύποι). —Ἡ βρεταννικὴ κυβέρνησις ἀπεφάσισε νὰ ἀποσύρῃ συντόμως τὰς δυνάμεις της ἐκ τῆς περιοχῆς τοῦ Περσικοῦ Κόλπου. (645, 1928, 910, 2045)
article-body (1208, 1303, 1547, 1529)
divider (29, 1942, 430, 1944)
caption-eastern: ΠΡΟΣ ΑΝΤΙΜΕΤΩΠΙΣΙΝ ΤΩΝ ΑΝΑΤΟΛΙΚΩΝ (450, 74, 629, 99)
divider (29, 214, 430, 215)
article-text: ΝΕΑ ΥΟΡΚΗ, 11 (Ἡνωμ. Τύποι). —Ἡ συσκευὴ χρησιμοποιεῖται πρὸς δοκιμὴν ἑξακοσίων καὶ πλέον διαφόρων ὑλικῶν εἰς τὰ ἐργαστήρια. (236, 1631, 430, 1686)
article-text: ΧΙΟΥΣΤΟΝ, Τέξας, 11 (Ἡνωμ. Τύποι). —Τὸ πρόγραμμα διαστημικῆς συνεργασίας ἐπεκτείνεται. (1208, 1059, 1493, 1125)
headline-materials-test: ΣΥΣΚΕΥΗ ΧΡΗΣΙΜΟΠΟΙΕΙΤΑΙ ΠΡΟΣ ΔΟΚΙΜΗΝ ΕΞΑΚΟΣΙΩΝ ΚΑΙ ΠΛΕΟΝ ΔΙΑΦΟΡΩΝ ΥΛΙΚΩΝ (37, 1594, 422, 1626)
divider (450, 326, 629, 327)
article-body (450, 1384, 629, 1477)
column-3 (645, 22, 1193, 2304)
article-text: ΛΟΝΔΙΝΟΝ, 11 (Ρώυτερ). —Ὁ Ἄγγλος ὑπουργὸς ἀμύνης ἐζήτησε αὔξησιν τῶν δαπανῶν διὰ τὴν ἄμυναν τῶν δυτικῶν χωρῶν πρὸς ἀντιμετώπισιν τῶν ἀνατολικῶν. (450, 239, 629, 301)
divider (645, 1706, 1193, 1708)
divider (1208, 1724, 1547, 1726)
article-text: ΝΑΙΡΟΜΠΙ, Κένυα, 11 (Ρώυτερ). —Ἡ πριγκίπισσα Ἄννα ἔφθασε εἰς τὴν Κένυα. (450, 1385, 629, 1409)
